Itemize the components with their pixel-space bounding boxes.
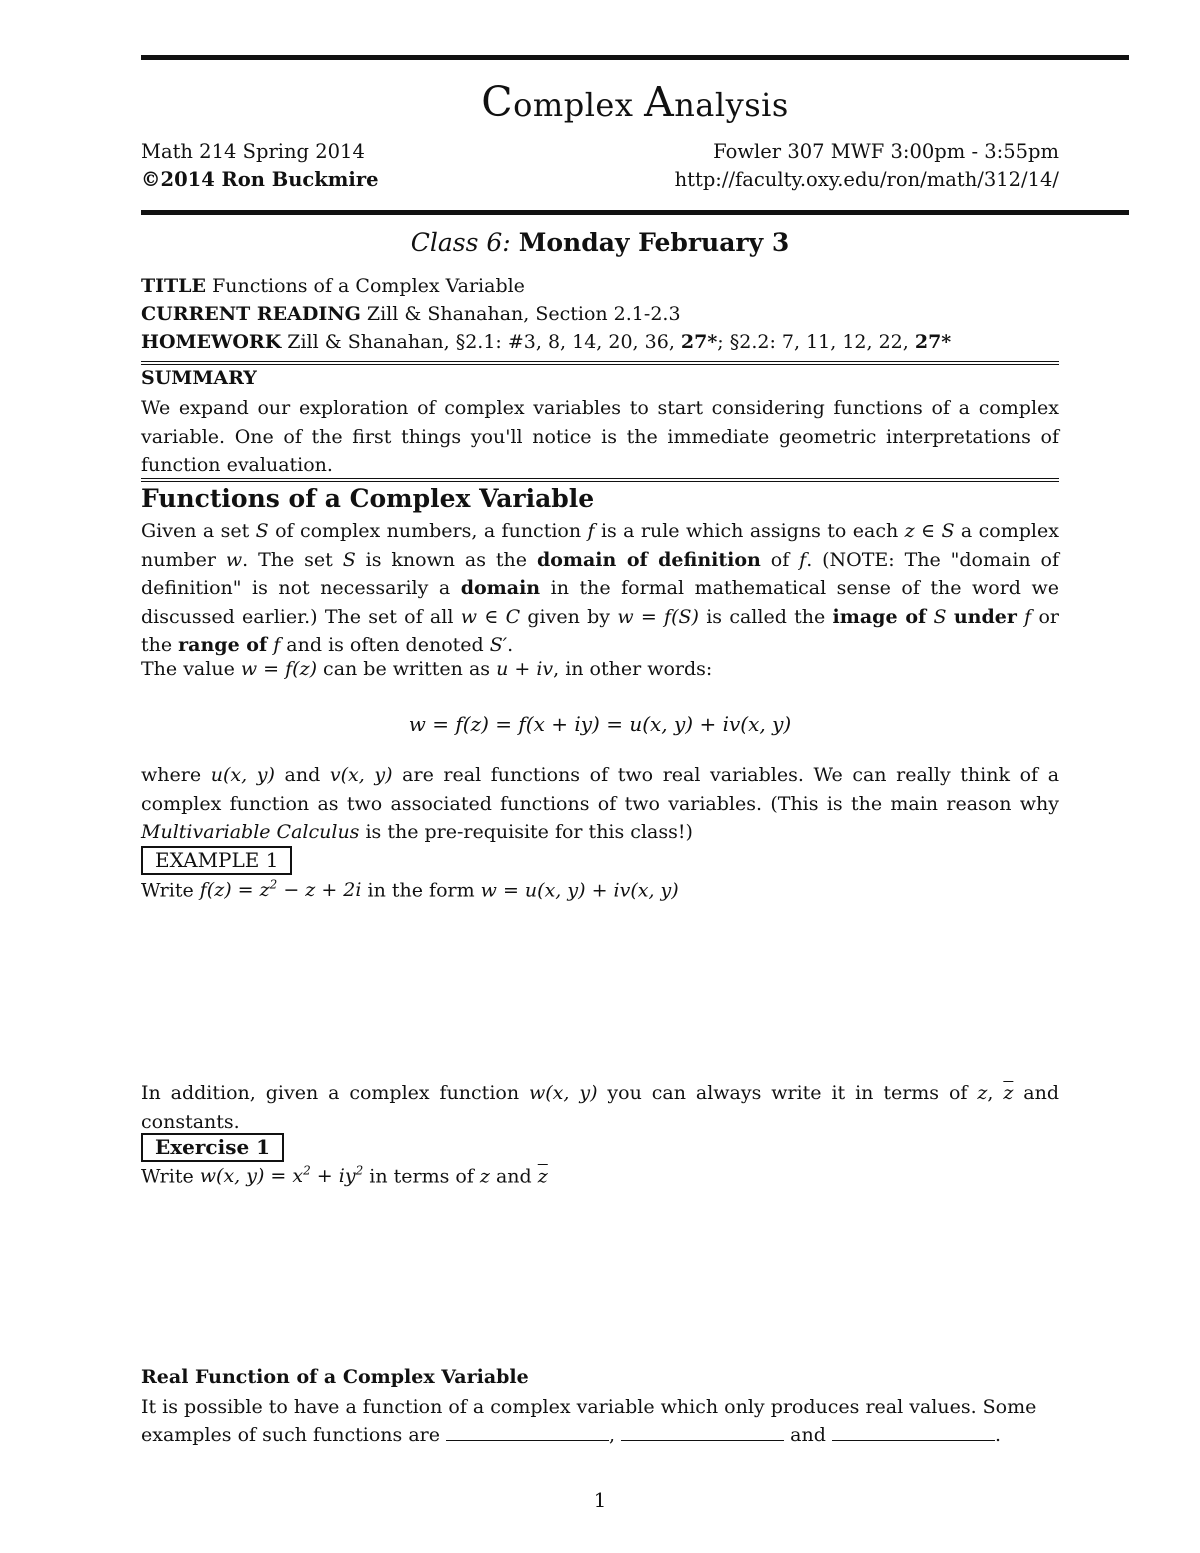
class-heading: Class 6: Monday February 3 bbox=[410, 228, 790, 257]
exercise-1-box: Exercise 1 bbox=[141, 1133, 284, 1162]
reading-line: CURRENT READING Zill & Shanahan, Section 2.1-2.3 bbox=[141, 303, 681, 325]
copyright: ©2014 Ron Buckmire bbox=[141, 168, 379, 191]
real-function-title: Real Function of a Complex Variable bbox=[141, 1366, 529, 1388]
addition-paragraph: In addition, given a complex function w(x, y) you can always write it in terms of z, $\overline{z}$ and constants. bbox=[141, 1082, 1060, 1133]
top-rule bbox=[141, 55, 1129, 60]
example-1-box: EXAMPLE 1 bbox=[141, 846, 292, 875]
definition-paragraph: Given a set S of complex numbers, a function f is a rule which assigns to each z ∈ S a complex number w. The set S is known as the domain of definition of f. (NOTE: The "domain of definition" is not necessarily a domain in the formal mathematical sense of the word we discussed earlier.) The set of all w ∈ C given by w = f(S) is called the image of S under f or the range of f and is often denoted S′. bbox=[141, 520, 1059, 656]
location-info: Fowler 307 MWF 3:00pm - 3:55pm bbox=[713, 140, 1059, 163]
bottom-header-rule bbox=[141, 210, 1129, 215]
value-line: The value w = f(z) can be written as u + iv, in other words: bbox=[141, 658, 713, 680]
summary-top-rule bbox=[141, 361, 1059, 365]
blank-2[interactable] bbox=[621, 1424, 784, 1441]
main-equation: w = f(z) = f(x + iy) = u(x, y) + iv(x, y) bbox=[408, 712, 792, 736]
summary-text: We expand our exploration of complex variables to start considering functions of a complex variable. One of the first things you'll notice is the immediate geometric interpretations of function evaluation. bbox=[141, 397, 1059, 476]
title-line: TITLE Functions of a Complex Variable bbox=[141, 275, 525, 297]
course-url[interactable]: http://faculty.oxy.edu/ron/math/312/14/ bbox=[674, 168, 1059, 191]
example-1-prompt: Write $f(z) = z^2 - z + 2i$ in the form w = u(x, y) + iv(x, y) bbox=[141, 878, 679, 902]
header-row-1 bbox=[141, 140, 1059, 163]
header-row-2 bbox=[141, 168, 1059, 191]
real-function-text: It is possible to have a function of a complex variable which only produces real values. Some bbox=[141, 1396, 1037, 1418]
course-info: Math 214 Spring 2014 bbox=[141, 140, 365, 163]
exercise-1-prompt: Write w(x, $y) = x^2 + iy^2$ in terms of z and $\overline{z}$ bbox=[141, 1164, 548, 1188]
homework-line: HOMEWORK Zill & Shanahan, §2.1: #3, 8, 14, 20, 36, 27*; §2.2: 7, 11, 12, 22, 27* bbox=[141, 331, 952, 353]
page-number: 1 bbox=[593, 1488, 607, 1512]
summary-bottom-rule bbox=[141, 478, 1059, 482]
real-functions-paragraph: where u(x, y) and v(x, y) are real functions of two real variables. We can really think of a complex function as two associated functions of two variables. (This is the main reason why Multivariable Calculus is the pre-requisite for this class!) bbox=[141, 764, 1060, 843]
blank-1[interactable] bbox=[446, 1424, 609, 1441]
course-title: Complex Analysis bbox=[481, 78, 789, 126]
real-function-examples: examples of such functions are , and . bbox=[141, 1424, 1001, 1446]
document-page bbox=[141, 0, 1129, 1553]
section-title: Functions of a Complex Variable bbox=[141, 484, 595, 513]
blank-3[interactable] bbox=[832, 1424, 995, 1441]
summary-label: SUMMARY bbox=[141, 367, 257, 389]
